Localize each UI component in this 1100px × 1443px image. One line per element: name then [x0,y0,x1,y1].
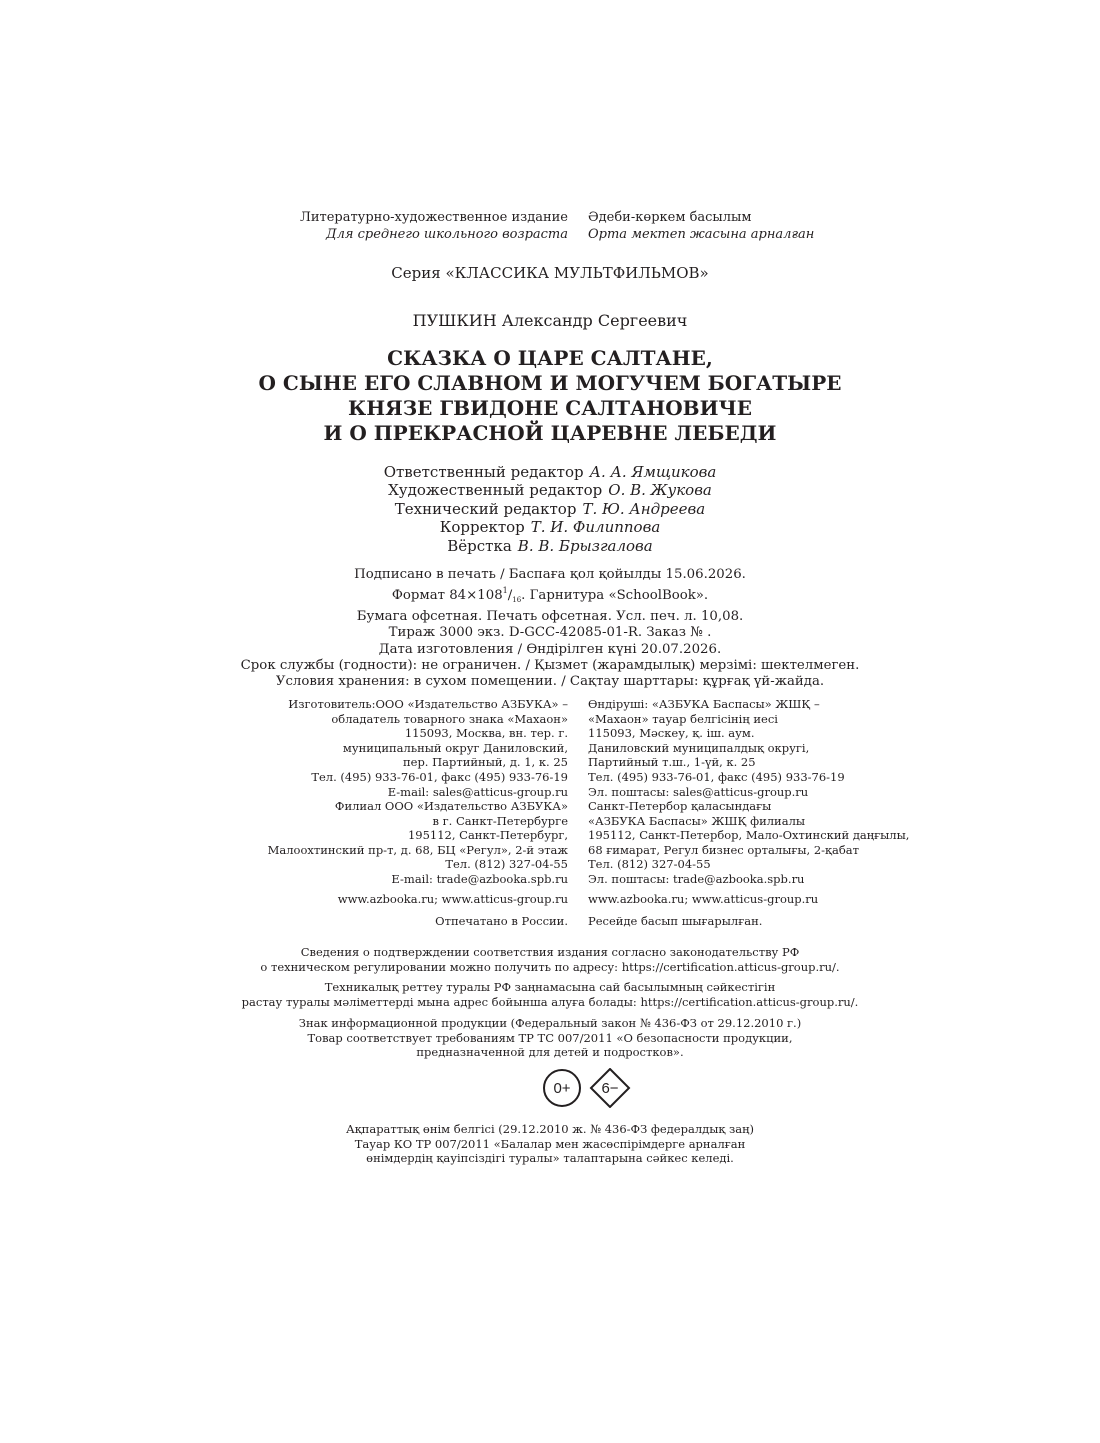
format-line: Формат $84\times 108^1/_{16}$. Гарнитура «SchoolBook». [391,586,709,605]
manufacturer-ru-line: Изготовитель:ООО «Издательство АЗБУКА» – [288,697,568,711]
branch-kz-email: Эл. поштасы: trade@azbooka.spb.ru [588,871,805,886]
title-line: И О ПРЕКРАСНОЙ ЦАРЕВНЕ ЛЕБЕДИ [323,421,777,445]
websites-ru: www.azbooka.ru; www.atticus-group.ru [337,892,568,906]
format-prefix: Формат 84×108 [391,588,503,604]
manufacturer-kz-line: Даниловский муниципалдық округі, [588,740,810,755]
websites-kz: www.azbooka.ru; www.atticus-group.ru [588,892,819,906]
credit-person: В. В. Брызгалова [517,536,653,555]
info-sign-ru [0,1016,1100,1060]
branch-block [0,799,1100,887]
websites-row [0,892,1100,907]
manufacture-date: Дата изготовления / Өндірілген күні 20.07.2026. [378,641,722,657]
imprint-block [0,567,1100,691]
info-sign-ru-line: Товар соответствует требованиям ТР ТС 007/2011 «О безопасности продукции, [307,1030,793,1045]
info-sign-kz [0,1122,1100,1166]
author-name: ПУШКИН Александр Сергеевич [412,311,688,330]
certification-kz-line: Техникалық реттеу туралы РФ заңнамасына сай басылымның сәйкестігін [324,980,776,994]
paper-line: Бумага офсетная. Печать офсетная. Усл. печ. л. 10,08. [356,608,744,624]
certification-ru [0,945,1100,974]
age-rating-signs [541,1068,635,1108]
audience-kz: Орта мектеп жасына арналған [588,227,815,242]
credit-role: Ответственный редактор [383,463,584,481]
branch-ru-line: 195112, Санкт-Петербург, [407,828,568,843]
genre-header [0,209,1100,243]
credit-role: Технический редактор [394,499,577,518]
signed-date: Подписано в печать / Баспаға қол қойылды 15.06.2026. [354,567,746,582]
shelf-life: Срок службы (годности): не ограничен. / Қызмет (жарамдылық) мерзімі: шектелмеген. [240,658,860,674]
info-sign-kz-line: Ақпараттық өнім белгісі (29.12.2010 ж. № 436-ФЗ федералдық заң) [346,1122,754,1136]
certification-kz [0,980,1100,1009]
format-denominator: 16 [512,596,522,605]
branch-kz-line: «АЗБУКА Баспасы» ЖШҚ филиалы [588,813,806,828]
manufacturer-kz-line: «Махаон» тауар белгісінің иесі [588,711,778,726]
storage-conditions: Условия хранения: в сухом помещении. / Сақтау шарттары: құрғақ үй-жайда. [275,674,825,690]
printed-ru: Отпечатано в России. [435,914,568,928]
branch-kz-line: Тел. (812) 327-04-55 [588,857,711,872]
credits-list [0,463,1100,555]
branch-ru-line: Тел. (812) 327-04-55 [445,857,568,872]
title-line: СКАЗКА О ЦАРЕ САЛТАНЕ, [387,346,713,370]
credit-row [0,481,1100,499]
printed-kz: Ресейде басып шығарылған. [588,914,763,928]
age-rating-icons [541,1068,635,1108]
genre-kz: Әдеби-көркем басылым [588,210,752,225]
branch-kz-line: 195112, Санкт-Петербор, Мало-Охтинский даңғылы, [588,828,910,843]
title-line: КНЯЗЕ ГВИДОНЕ САЛТАНОВИЧЕ [348,396,752,420]
genre-ru: Литературно-художественное издание [300,210,568,225]
manufacturer-ru-email: E-mail: sales@atticus-group.ru [387,784,568,799]
branch-ru-email: E-mail: trade@azbooka.spb.ru [391,871,568,886]
certification-ru-line: о техническом регулировании можно получить по адресу: https://certification.atticus-group.ru/. [260,959,840,974]
printed-in-row [0,914,1100,929]
branch-kz-line: Санкт-Петербор қаласындағы [588,799,772,813]
credit-person: А. А. Ямщикова [589,463,717,481]
credit-row [0,463,1100,481]
credit-role: Корректор [439,518,525,537]
branch-ru-line: Малоохтинский пр-т, д. 68, БЦ «Регул», 2-й этаж [267,842,568,857]
credit-person: О. В. Жукова [608,481,712,500]
manufacturer-ru-line: пер. Партийный, д. 1, к. 25 [402,755,568,770]
credit-row [0,537,1100,555]
info-sign-kz-line: өнімдердің қауіпсіздігі туралы» талаптарына сәйкес келеді. [366,1151,734,1166]
credit-row [0,500,1100,518]
manufacturer-kz-email: Эл. поштасы: sales@atticus-group.ru [588,784,809,799]
manufacturer-kz-line: Өндіруші: «АЗБУКА Баспасы» ЖШҚ – [588,697,820,711]
manufacturer-ru-line: Тел. (495) 933-76-01, факс (495) 933-76-19 [311,769,568,784]
credit-person: Т. И. Филиппова [530,518,661,537]
certification-kz-line: растау туралы мәліметтерді мына адрес бойынша алуға болады: https://certification.atticus-group.ru/. [241,994,859,1009]
branch-ru-line: в г. Санкт-Петербурге [432,813,568,828]
title-line: О СЫНЕ ЕГО СЛАВНОМ И МОГУЧЕМ БОГАТЫРЕ [258,371,842,395]
format-suffix: . Гарнитура «SchoolBook». [521,588,709,604]
age-circle-label: 0+ [553,1080,571,1097]
branch-kz-line: 68 ғимарат, Регул бизнес орталығы, 2-қабат [588,842,860,857]
manufacturer-kz-line: 115093, Мәскеу, қ. іш. аум. [588,726,755,741]
audience-ru: Для среднего школьного возраста [326,227,568,242]
credit-person: Т. Ю. Андреева [582,499,706,518]
certification-ru-line: Сведения о подтверждении соответствия издания согласно законодательству РФ [300,945,800,959]
book-title [0,346,1100,446]
info-sign-ru-line: предназначенной для детей и подростков». [416,1045,684,1060]
format-numerator: 1 [502,586,508,596]
manufacturer-kz-line: Партийный т.ш., 1-үй, к. 25 [588,755,756,770]
print-run: Тираж 3000 экз. D-GCC-42085-01-R. Заказ № . [388,625,712,641]
credit-role: Вёрстка [447,536,512,555]
credit-role: Художественный редактор [388,481,603,500]
manufacturer-ru-line: муниципальный округ Даниловский, [342,740,568,755]
series-name: Серия «КЛАССИКА МУЛЬТФИЛЬМОВ» [391,264,709,282]
manufacturer-ru-line: обладатель товарного знака «Махаон» [331,711,568,726]
age-diamond-label: 6− [601,1080,619,1097]
manufacturer-kz-line: Тел. (495) 933-76-01, факс (495) 933-76-19 [588,769,845,784]
info-sign-kz-line: Тауар КО ТР 007/2011 «Балалар мен жасөспірімдерге арналған [354,1136,746,1151]
info-sign-ru-line: Знак информационной продукции (Федеральный закон № 436-ФЗ от 29.12.2010 г.) [298,1016,802,1030]
branch-ru-line: Филиал ООО «Издательство АЗБУКА» [334,799,568,813]
credit-row [0,518,1100,536]
manufacturer-ru-line: 115093, Москва, вн. тер. г. [404,726,568,741]
manufacturer-block [0,697,1100,799]
